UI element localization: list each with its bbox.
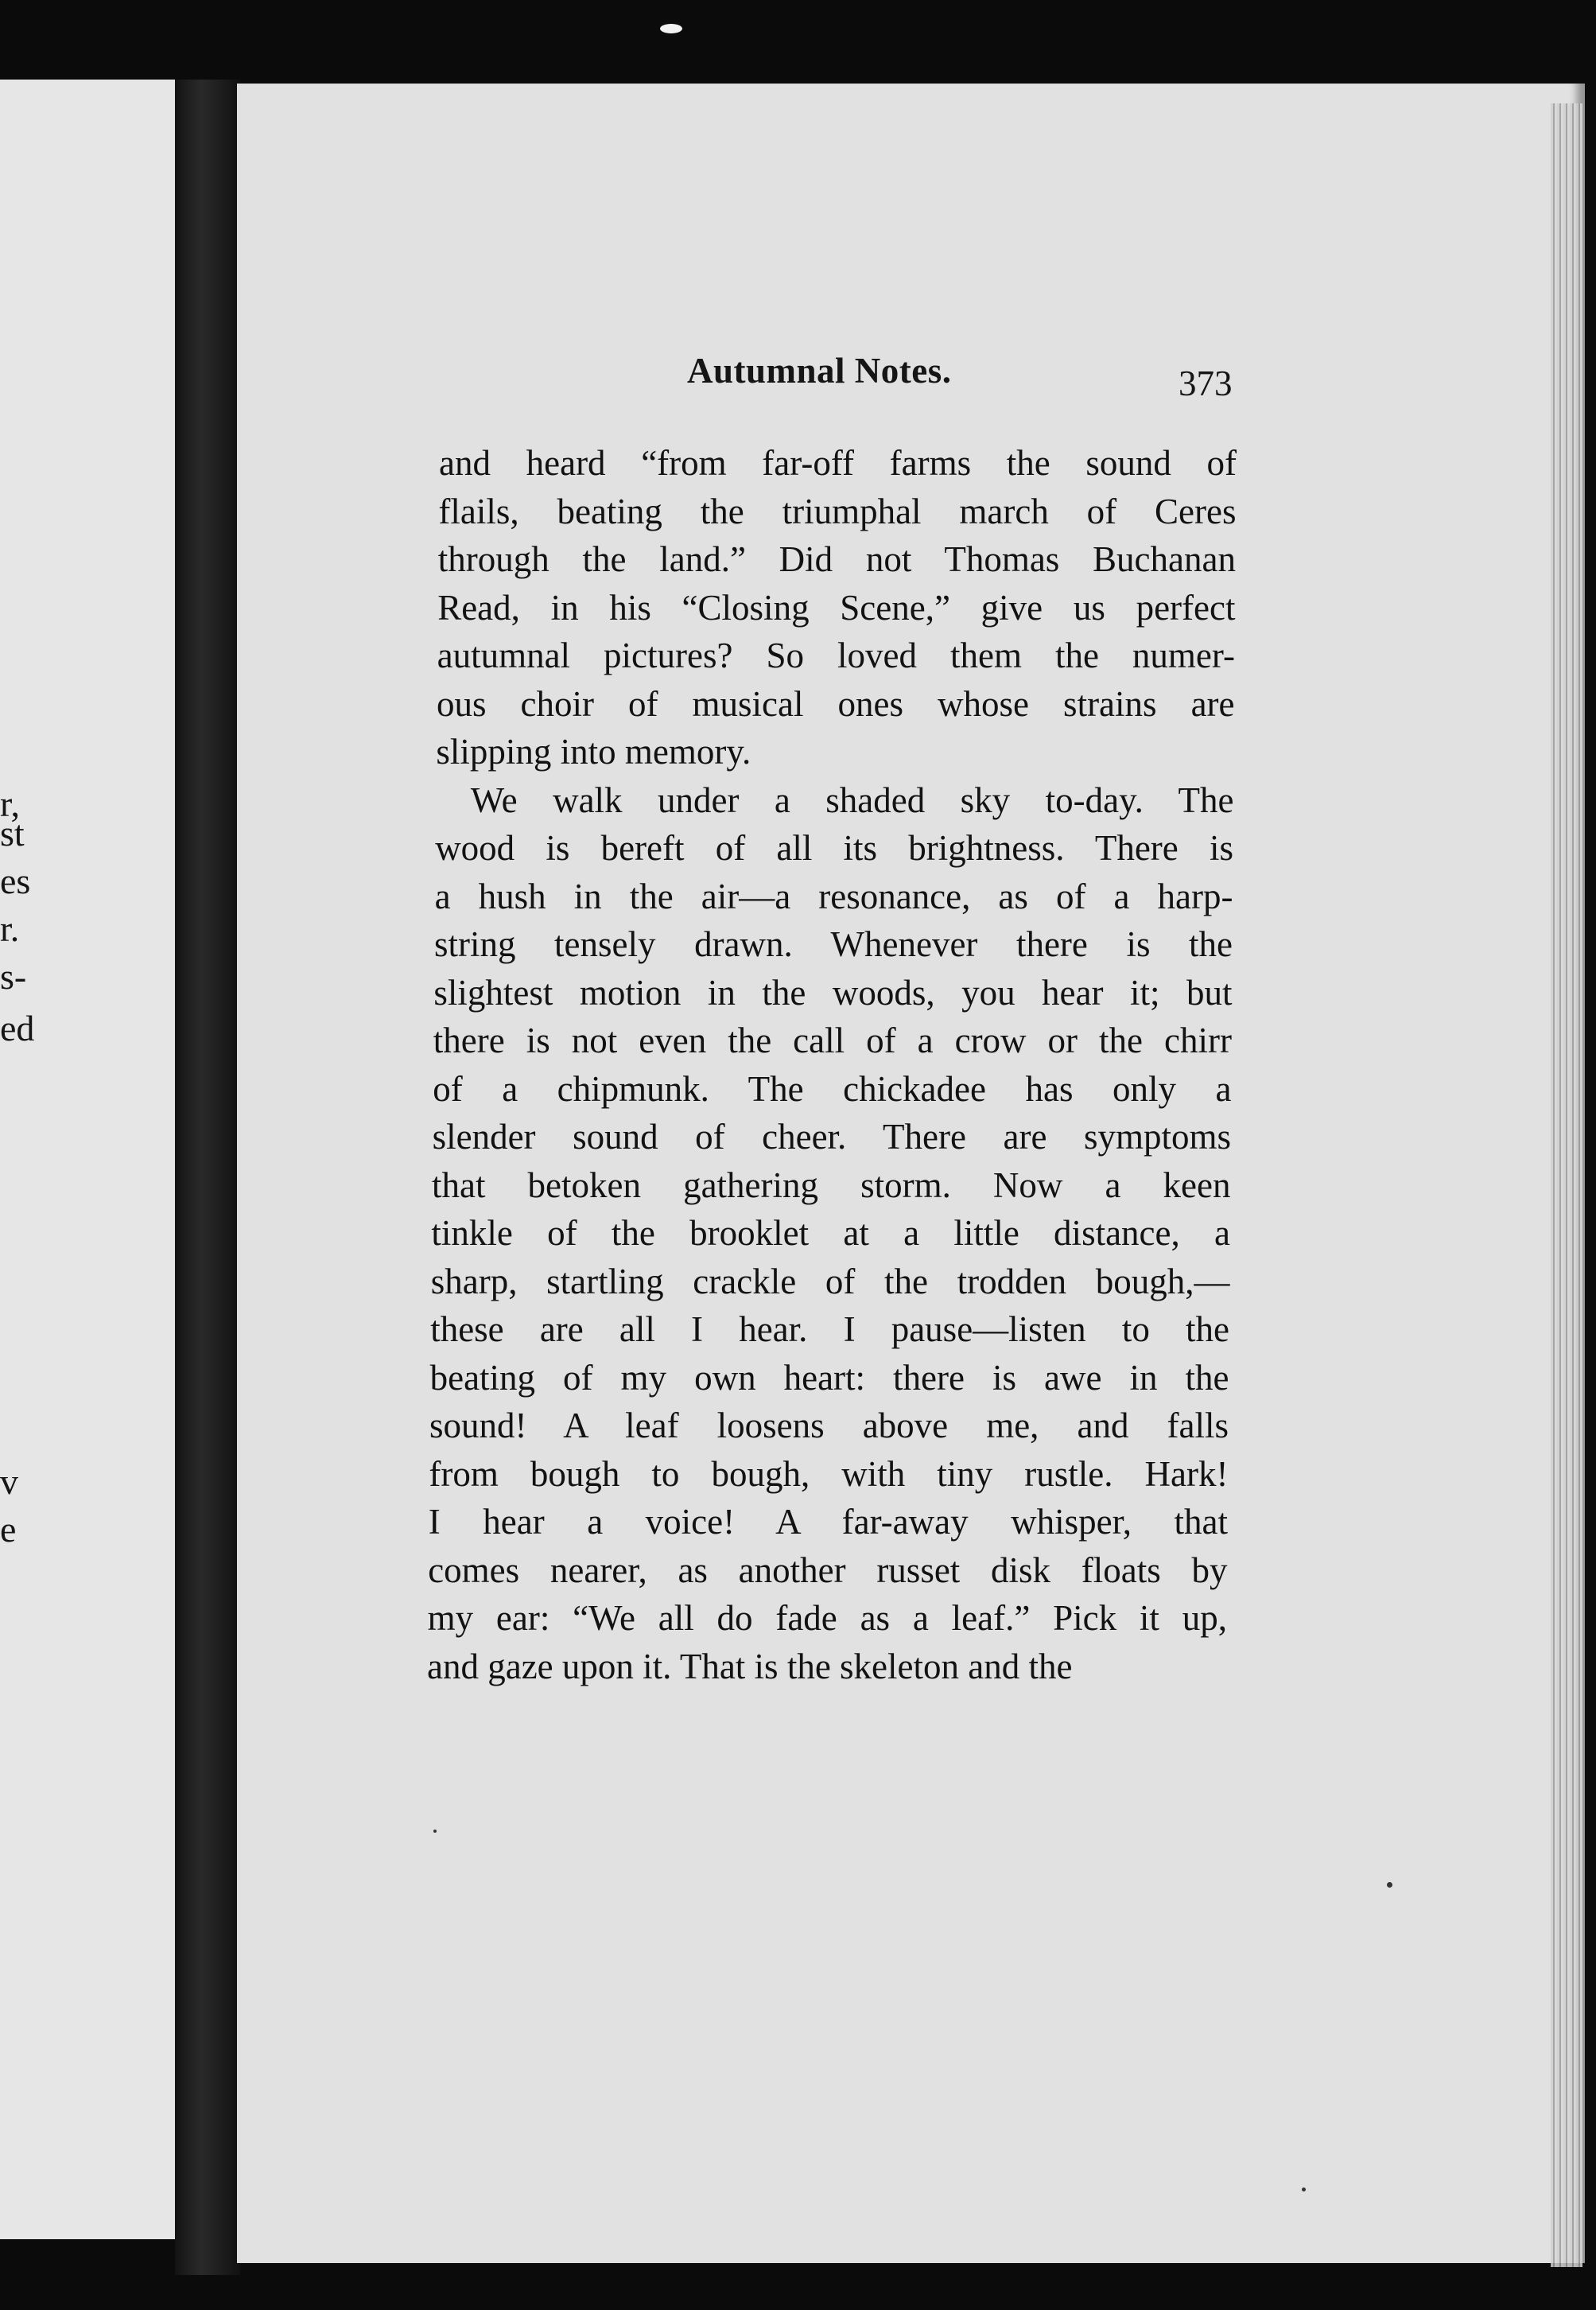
text-line: I hear a voice! A far-away whisper, that [428, 1502, 1228, 1542]
text-line: ous choir of musical ones whose strains are [437, 683, 1235, 724]
scan-mark [660, 24, 682, 33]
text-line: slipping into memory. [436, 732, 751, 772]
text-line: beating of my own heart: there is awe in the [429, 1357, 1229, 1398]
left-page-fragment: e [0, 1511, 17, 1548]
left-page-fragment: es [0, 863, 31, 900]
text-line: through the land.” Did not Thomas Buchanan [437, 539, 1236, 579]
text-line: of a chipmunk. The chickadee has only a [433, 1068, 1232, 1109]
text-line: sound! A leaf loosens above me, and falls [429, 1406, 1229, 1445]
text-line: a hush in the air—a resonance, as of a harp- [434, 876, 1233, 916]
text-line: slender sound of cheer. There are symptoms [432, 1117, 1231, 1157]
left-page-fragment: v [0, 1464, 18, 1500]
text-line: from bough to bough, with tiny rustle. Hark! [429, 1453, 1229, 1494]
text-line: wood is bereft of all its brightness. There is [435, 828, 1233, 868]
book-gutter [175, 80, 240, 2275]
left-page [0, 80, 200, 2239]
text-line: that betoken gathering storm. Now a keen [432, 1165, 1231, 1205]
text-line: and gaze upon it. That is the skeleton and the [427, 1646, 1073, 1686]
text-line: string tensely drawn. Whenever there is the [434, 924, 1233, 964]
text-line: slightest motion in the woods, you hear it; but [433, 972, 1233, 1013]
speck [433, 1830, 437, 1833]
text-line: Read, in his “Closing Scene,” give us perfect [437, 587, 1236, 628]
speck [1302, 2188, 1306, 2191]
text-line: comes nearer, as another russet disk floats by [428, 1550, 1228, 1590]
left-page-fragment: s- [0, 959, 27, 995]
left-page-fragment: r, [0, 786, 20, 822]
left-page-fragment: st [0, 815, 25, 852]
text-line: these are all I hear. I pause—listen to the [430, 1309, 1229, 1349]
page-edge [1551, 103, 1582, 2267]
text-line: my ear: “We all do fade as a leaf.” Pick it up, [427, 1598, 1227, 1638]
text-line: tinkle of the brooklet at a little distance, a [431, 1213, 1230, 1253]
left-page-fragment: r. [0, 911, 20, 947]
text-line: flails, beating the triumphal march of Ceres [438, 491, 1237, 531]
page-number: 373 [1179, 364, 1233, 403]
text-line: autumnal pictures? So loved them the numer- [437, 636, 1235, 675]
text-line: there is not even the call of a crow or the chirr [433, 1021, 1232, 1060]
running-head: Autumnal Notes. [687, 351, 952, 391]
left-page-fragment: ed [0, 1010, 35, 1047]
speck [1387, 1882, 1392, 1888]
text-line: We walk under a shaded sky to-day. The [470, 780, 1234, 820]
text-line: sharp, startling crackle of the trodden bough,— [430, 1261, 1230, 1301]
text-line: and heard “from far-off farms the sound of [439, 443, 1237, 483]
